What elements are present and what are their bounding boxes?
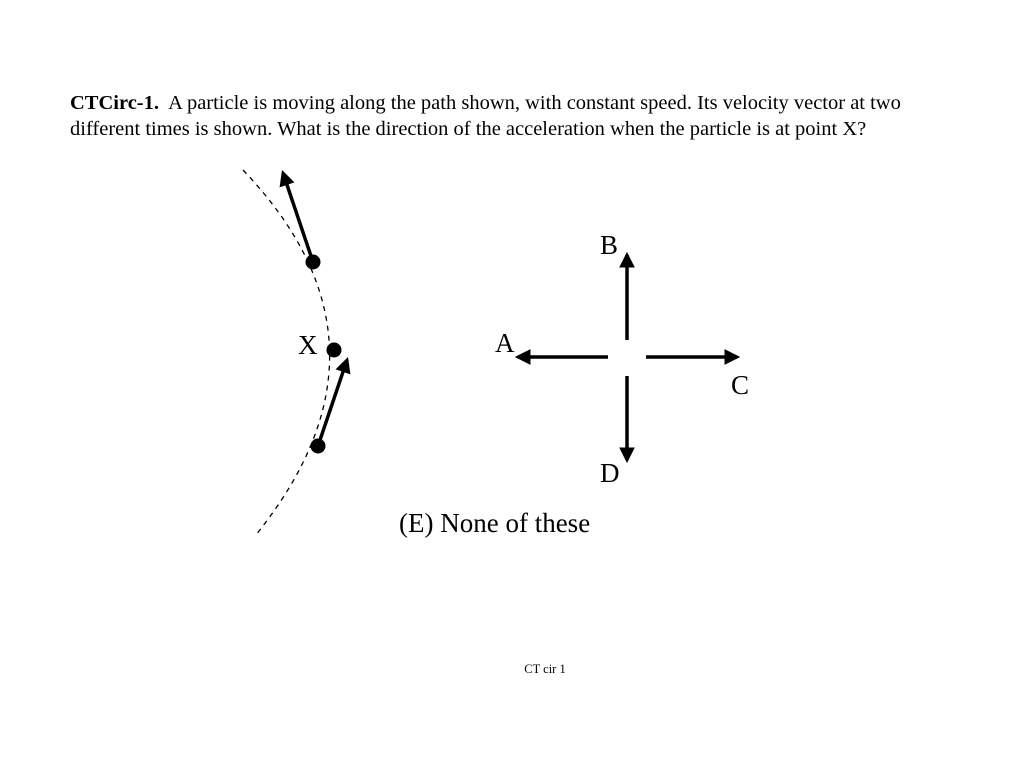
choice-b-label: B [600, 230, 619, 260]
velocity-vector-lower [318, 360, 347, 446]
particle-dot-upper [306, 255, 321, 270]
choice-c-label: C [731, 370, 750, 400]
choice-a-label: A [495, 328, 515, 358]
question-id: CTCirc-1. [70, 92, 160, 114]
choice-d-label: D [600, 458, 620, 488]
velocity-vector-upper [283, 173, 313, 262]
point-x-label: X [298, 330, 318, 360]
particle-dot-lower [311, 439, 326, 454]
question-body: A particle is moving along the path shown, with constant speed. Its velocity vector at two different times is shown. What is the direction of the acceleration when the particle is at point X? [70, 92, 901, 140]
choice-e-label: (E) None of these [399, 508, 591, 538]
particle-dot-x [327, 343, 342, 358]
footer-label: CT cir 1 [524, 662, 566, 676]
